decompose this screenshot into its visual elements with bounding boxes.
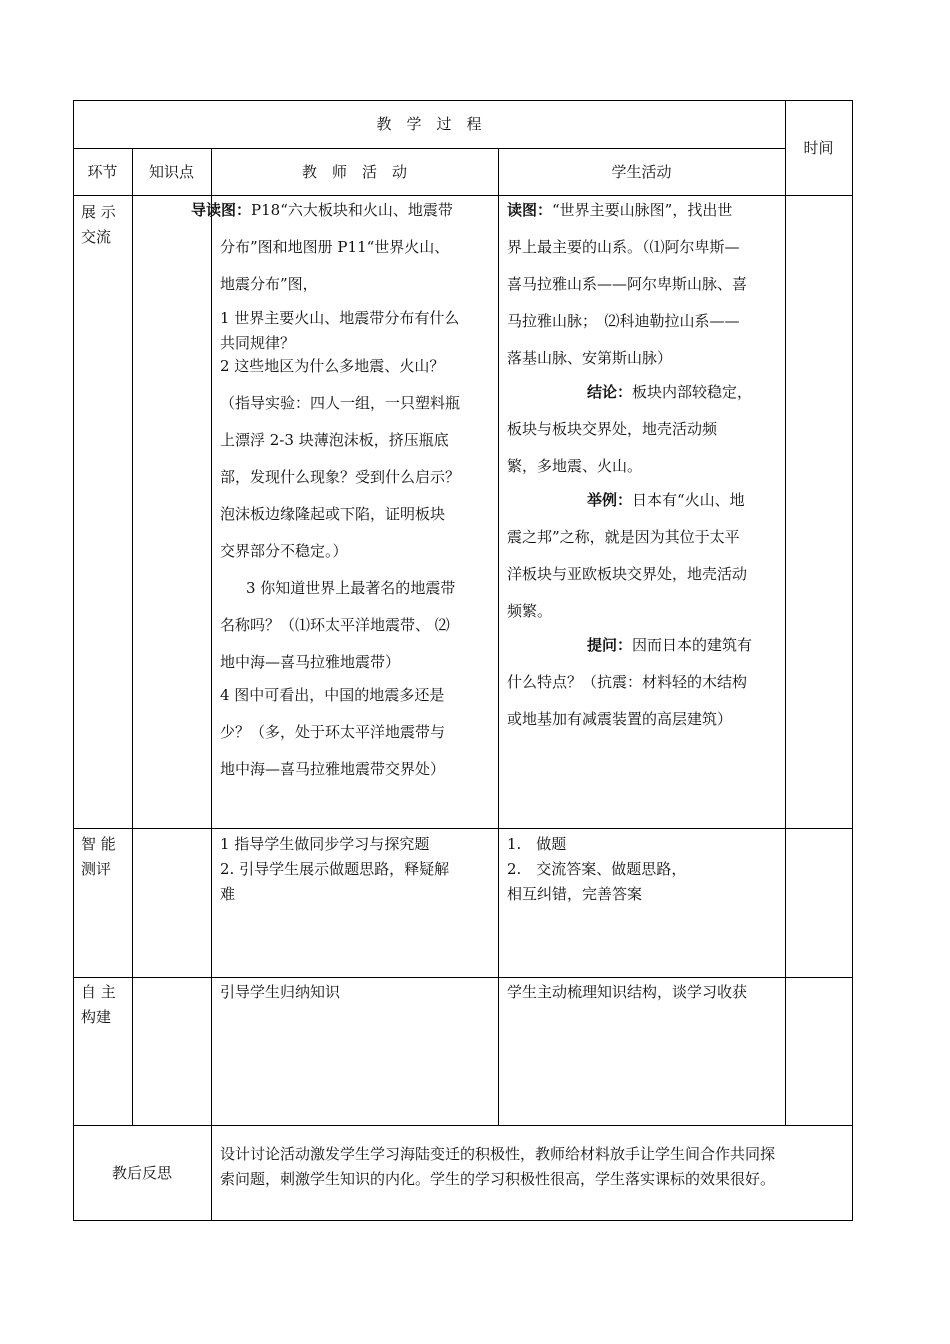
table-border-top <box>73 100 853 101</box>
reflection-label: 教后反思 <box>111 1164 172 1182</box>
example-label: 举例： <box>587 491 633 509</box>
read-label: 读图： <box>507 201 553 219</box>
col-divider-1 <box>132 148 133 1126</box>
col-header-student: 学生活动 <box>611 163 672 181</box>
stage-build: 自 主 构建 <box>81 983 116 1026</box>
reflection-text: 设计讨论活动激发学生学习海陆变迁的积极性，教师给材料放手让学生间合作共同探 索问题，刺激学生知识的内化。学生的学习积极性很高，学生落实课标的效果很好。 <box>220 1145 776 1188</box>
conclusion-label: 结论： <box>587 383 633 401</box>
teacher-lead-line: 导读图：P18“六大板块和火山、地震带 <box>191 201 453 219</box>
table-border-bottom <box>73 1220 853 1221</box>
col-header-knowledge: 知识点 <box>148 163 194 181</box>
assess-student: 1. 做题 2. 交流答案、做题思路， 相互纠错，完善答案 <box>507 835 687 903</box>
teacher-question-3: 3 你知道世界上最著名的地震带 名称吗？（⑴环太平洋地震带、 ⑵ 地中海—喜马拉雅地震带） <box>220 579 456 671</box>
student-example: 举例：日本有“火山、地 震之邦”之称，就是因为其位于太平 洋板块与亚欧板块交界处，地壳活动 频繁。 <box>507 491 748 620</box>
student-conclusion: 结论：板块内部较稳定， 板块与板块交界处，地壳活动频 繁，多地震、火山。 <box>507 383 753 475</box>
rule-below-assess <box>73 977 853 978</box>
table-border-left <box>73 100 74 1221</box>
time-header: 时间 <box>803 139 834 157</box>
teacher-experiment: （指导实验：四人一组，一只塑料瓶 上漂浮 2-3 块薄泡沫板，挤压瓶底 部，发现什么现象？受到什么启示？ 泡沫板边缘隆起或下陷，证明板块 交界部分不稳定。） <box>220 394 461 560</box>
teacher-question-2: 2 这些地区为什么多地震、火山？ <box>220 357 445 375</box>
teacher-question-4: 4 图中可看出，中国的地震多还是 少？（多，处于环太平洋地震带与 地中海—喜马拉雅地震带交界处） <box>220 686 446 778</box>
col-divider-4 <box>785 100 786 1126</box>
lead-label: 导读图： <box>191 201 252 219</box>
col-divider-3 <box>498 148 499 1126</box>
process-title: 教 学 过 程 <box>376 115 482 133</box>
teacher-lead-cont: 分布”图和地图册 P11“世界火山、 地震分布”图， <box>220 238 450 293</box>
student-question: 提问：因而日本的建筑有 什么特点？（抗震：材料轻的木结构 或地基加有减震装置的高层建筑） <box>507 636 753 728</box>
col-divider-2 <box>211 148 212 1221</box>
build-student: 学生主动梳理知识结构，谈学习收获 <box>507 983 748 1001</box>
rule-below-display <box>73 828 853 829</box>
stage-assess: 智 能 测评 <box>81 835 116 878</box>
col-header-teacher: 教 师 活 动 <box>301 163 407 181</box>
build-teacher: 引导学生归纳知识 <box>220 983 341 1001</box>
rule-below-title <box>73 148 785 149</box>
col-header-stage: 环节 <box>87 163 118 181</box>
teacher-question-1: 1 世界主要火山、地震带分布有什么 共同规律？ <box>220 309 460 352</box>
student-read-map: 读图：“世界主要山脉图”，找出世 界上最主要的山系。（⑴阿尔卑斯— 喜马拉雅山系——阿尔卑斯山脉、喜 马拉雅山脉； ⑵科迪勒拉山系—— 落基山脉、安第斯山脉） <box>507 201 748 367</box>
table-border-right <box>852 100 853 1221</box>
stage-display: 展 示 交流 <box>81 203 116 246</box>
question-label: 提问： <box>587 636 633 654</box>
rule-below-build <box>73 1125 853 1126</box>
assess-teacher: 1 指导学生做同步学习与探究题 2. 引导学生展示做题思路，释疑解 难 <box>220 835 450 903</box>
